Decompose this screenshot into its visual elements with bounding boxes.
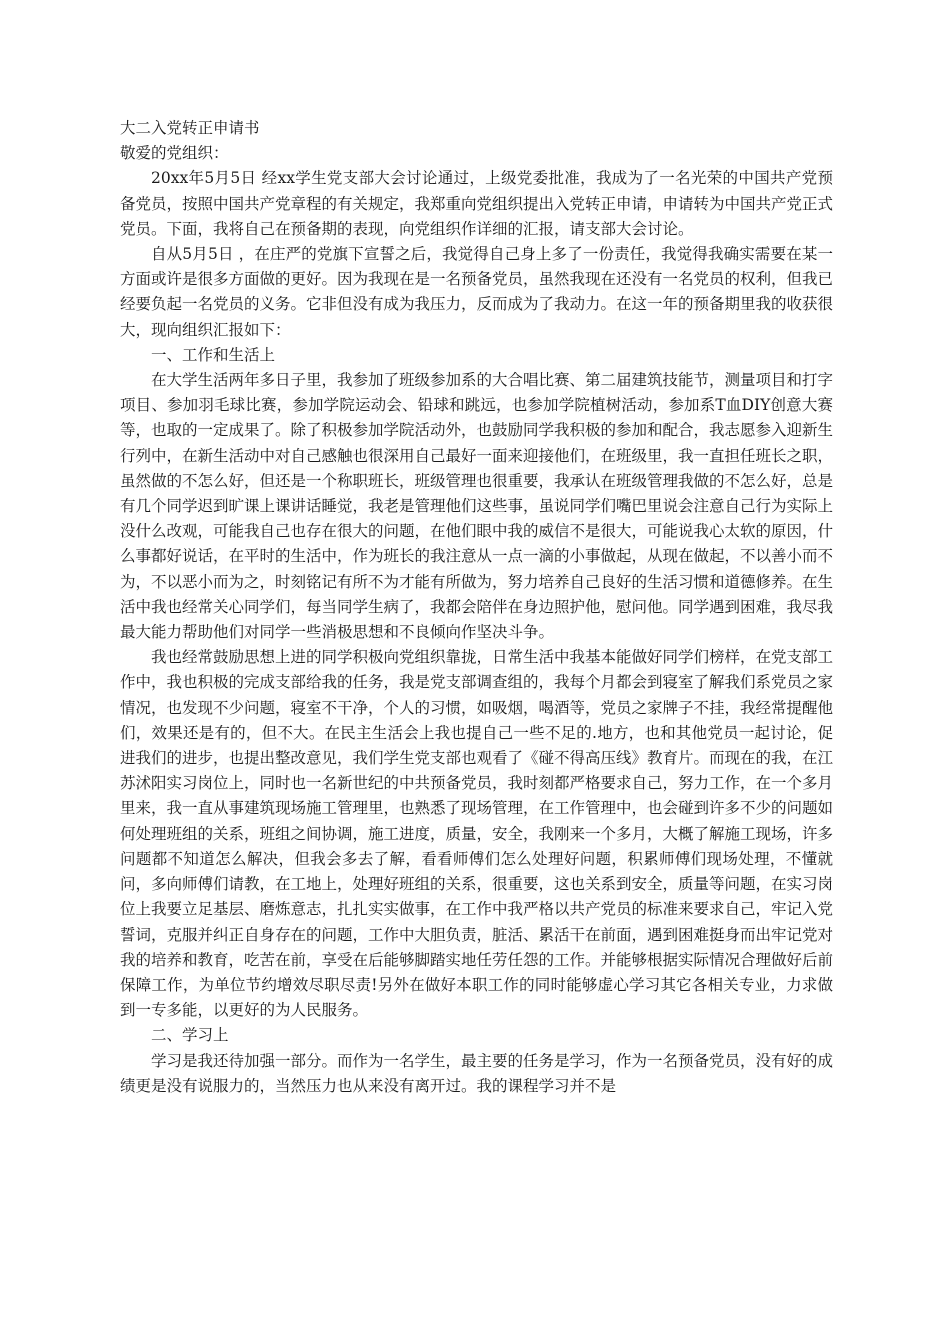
intro-paragraph-1: 20xx年5月5日 经xx学生党支部大会讨论通过，上级党委批准，我成为了一名光荣的中国共产党预备党员，按照中国共产党章程的有关规定，我郑重向党组织提出入党转正申请，申请转为中国共产党正式党员。下面，我将自己在预备期的表现，向党组织作详细的汇报，请支部大会讨论。 [120,169,834,238]
work-life-paragraph-1: 在大学生活两年多日子里，我参加了班级参加系的大合唱比赛、第二届建筑技能节，测量项目和打字项目、参加羽毛球比赛，参加学院运动会、铅球和跳远，也参加学院植树活动，参加系T血DIY创意大赛等，也取的一定成果了。除了积极参加学院活动外，也鼓励同学我积极的参加和配合，我志愿参入迎新生行列中，在新生活动中对自己感触也很深用自己最好一面来迎接他们，在班级里，我一直担任班长之职，虽然做的不怎么好，但还是一个称职班长，班级管理也很重要，我承认在班级管理我做的不怎么好，总是有几个同学迟到旷课上课讲话睡觉，我老是管理他们这些事，虽说同学们嘴巴里说会注意自己行为实际上没什么改观，可能我自己也存在很大的问题，在他们眼中我的威信不是很大，可能说我心太软的原因，什么事都好说话，在平时的生活中，作为班长的我注意从一点一滴的小事做起，从现在做起，不以善小而不为，不以恶小而为之，时刻铭记有所不为才能有所做为，努力培养自己良好的生活习惯和道德修养。在生活中我也经常关心同学们，每当同学生病了，我都会陪伴在身边照护他，慰问他。同学遇到困难，我尽我最大能力帮助他们对同学一些消极思想和不良倾向作坚决斗争。 [120,371,834,642]
study-paragraph-1: 学习是我还待加强一部分。而作为一名学生，最主要的任务是学习，作为一名预备党员，没有好的成绩更是没有说服力的，当然压力也从来没有离开过。我的课程学习并不是 [120,1051,834,1095]
intro-paragraph-2: 自从5月5日 ，在庄严的党旗下宣誓之后，我觉得自己身上多了一份责任，我觉得我确实需要在某一方面或许是很多方面做的更好。因为我现在是一名预备党员，虽然我现在还没有一名党员的权利，但我已经要负起一名党员的义务。它非但没有成为我压力，反而成为了我动力。在这一年的预备期里我的收获很大，现向组织汇报如下： [120,245,834,339]
work-life-paragraph-2: 我也经常鼓励思想上进的同学积极向党组织靠拢，日常生活中我基本能做好同学们榜样，在党支部工作中，我也积极的完成支部给我的任务，我是党支部调查组的，我每个月都会到寝室了解我们系党员之家情况，也发现不少问题，寝室不干净，个人的习惯，如吸烟，喝酒等，党员之家牌子不挂，我经常提醒他们，效果还是有的，但不大。在民主生活会上我也提自己一些不足的.地方，也和其他党员一起讨论，促进我们的进步，也提出整改意见，我们学生党支部也观看了《碰不得高压线》教育片。而现在的我，在江苏沭阳实习岗位上，同时也一名新世纪的中共预备党员，我时刻都严格要求自己，努力工作，在一个多月里来，我一直从事建筑现场施工管理里，也熟悉了现场管理，在工作管理中，也会碰到许多不少的问题如何处理班组的关系，班组之间协调，施工进度，质量，安全，我刚来一个多月，大概了解施工现场，许多问题都不知道怎么解决，但我会多去了解，看看师傅们怎么处理好问题，积累师傅们现场处理，不懂就问，多向师傅们请教，在工地上，处理好班组的关系，很重要，这也关系到安全，质量等问题，在实习岗位上我要立足基层、磨炼意志，扎扎实实做事，在工作中我严格以共产党员的标准来要求自己，牢记入党誓词，克服并纠正自身存在的问题，工作中大胆负责，脏活、累活干在前面，遇到困难挺身而出牢记党对我的培养和教育，吃苦在前，享受在后能够脚踏实地任劳任怨的工作。并能够根据实际情况合理做好后前保障工作，为单位节约增效尽职尽责!另外在做好本职工作的同时能够虚心学习其它各相关专业，力求做到一专多能，以更好的为人民服务。 [120,648,834,1020]
document-page [120,116,833,1099]
section-heading-work-life: 一、工作和生活上 [151,345,276,364]
section-heading-study: 二、学习上 [151,1026,229,1045]
salutation: 敬爱的党组织： [120,144,229,163]
document-title: 大二入党转正申请书 [120,119,260,137]
